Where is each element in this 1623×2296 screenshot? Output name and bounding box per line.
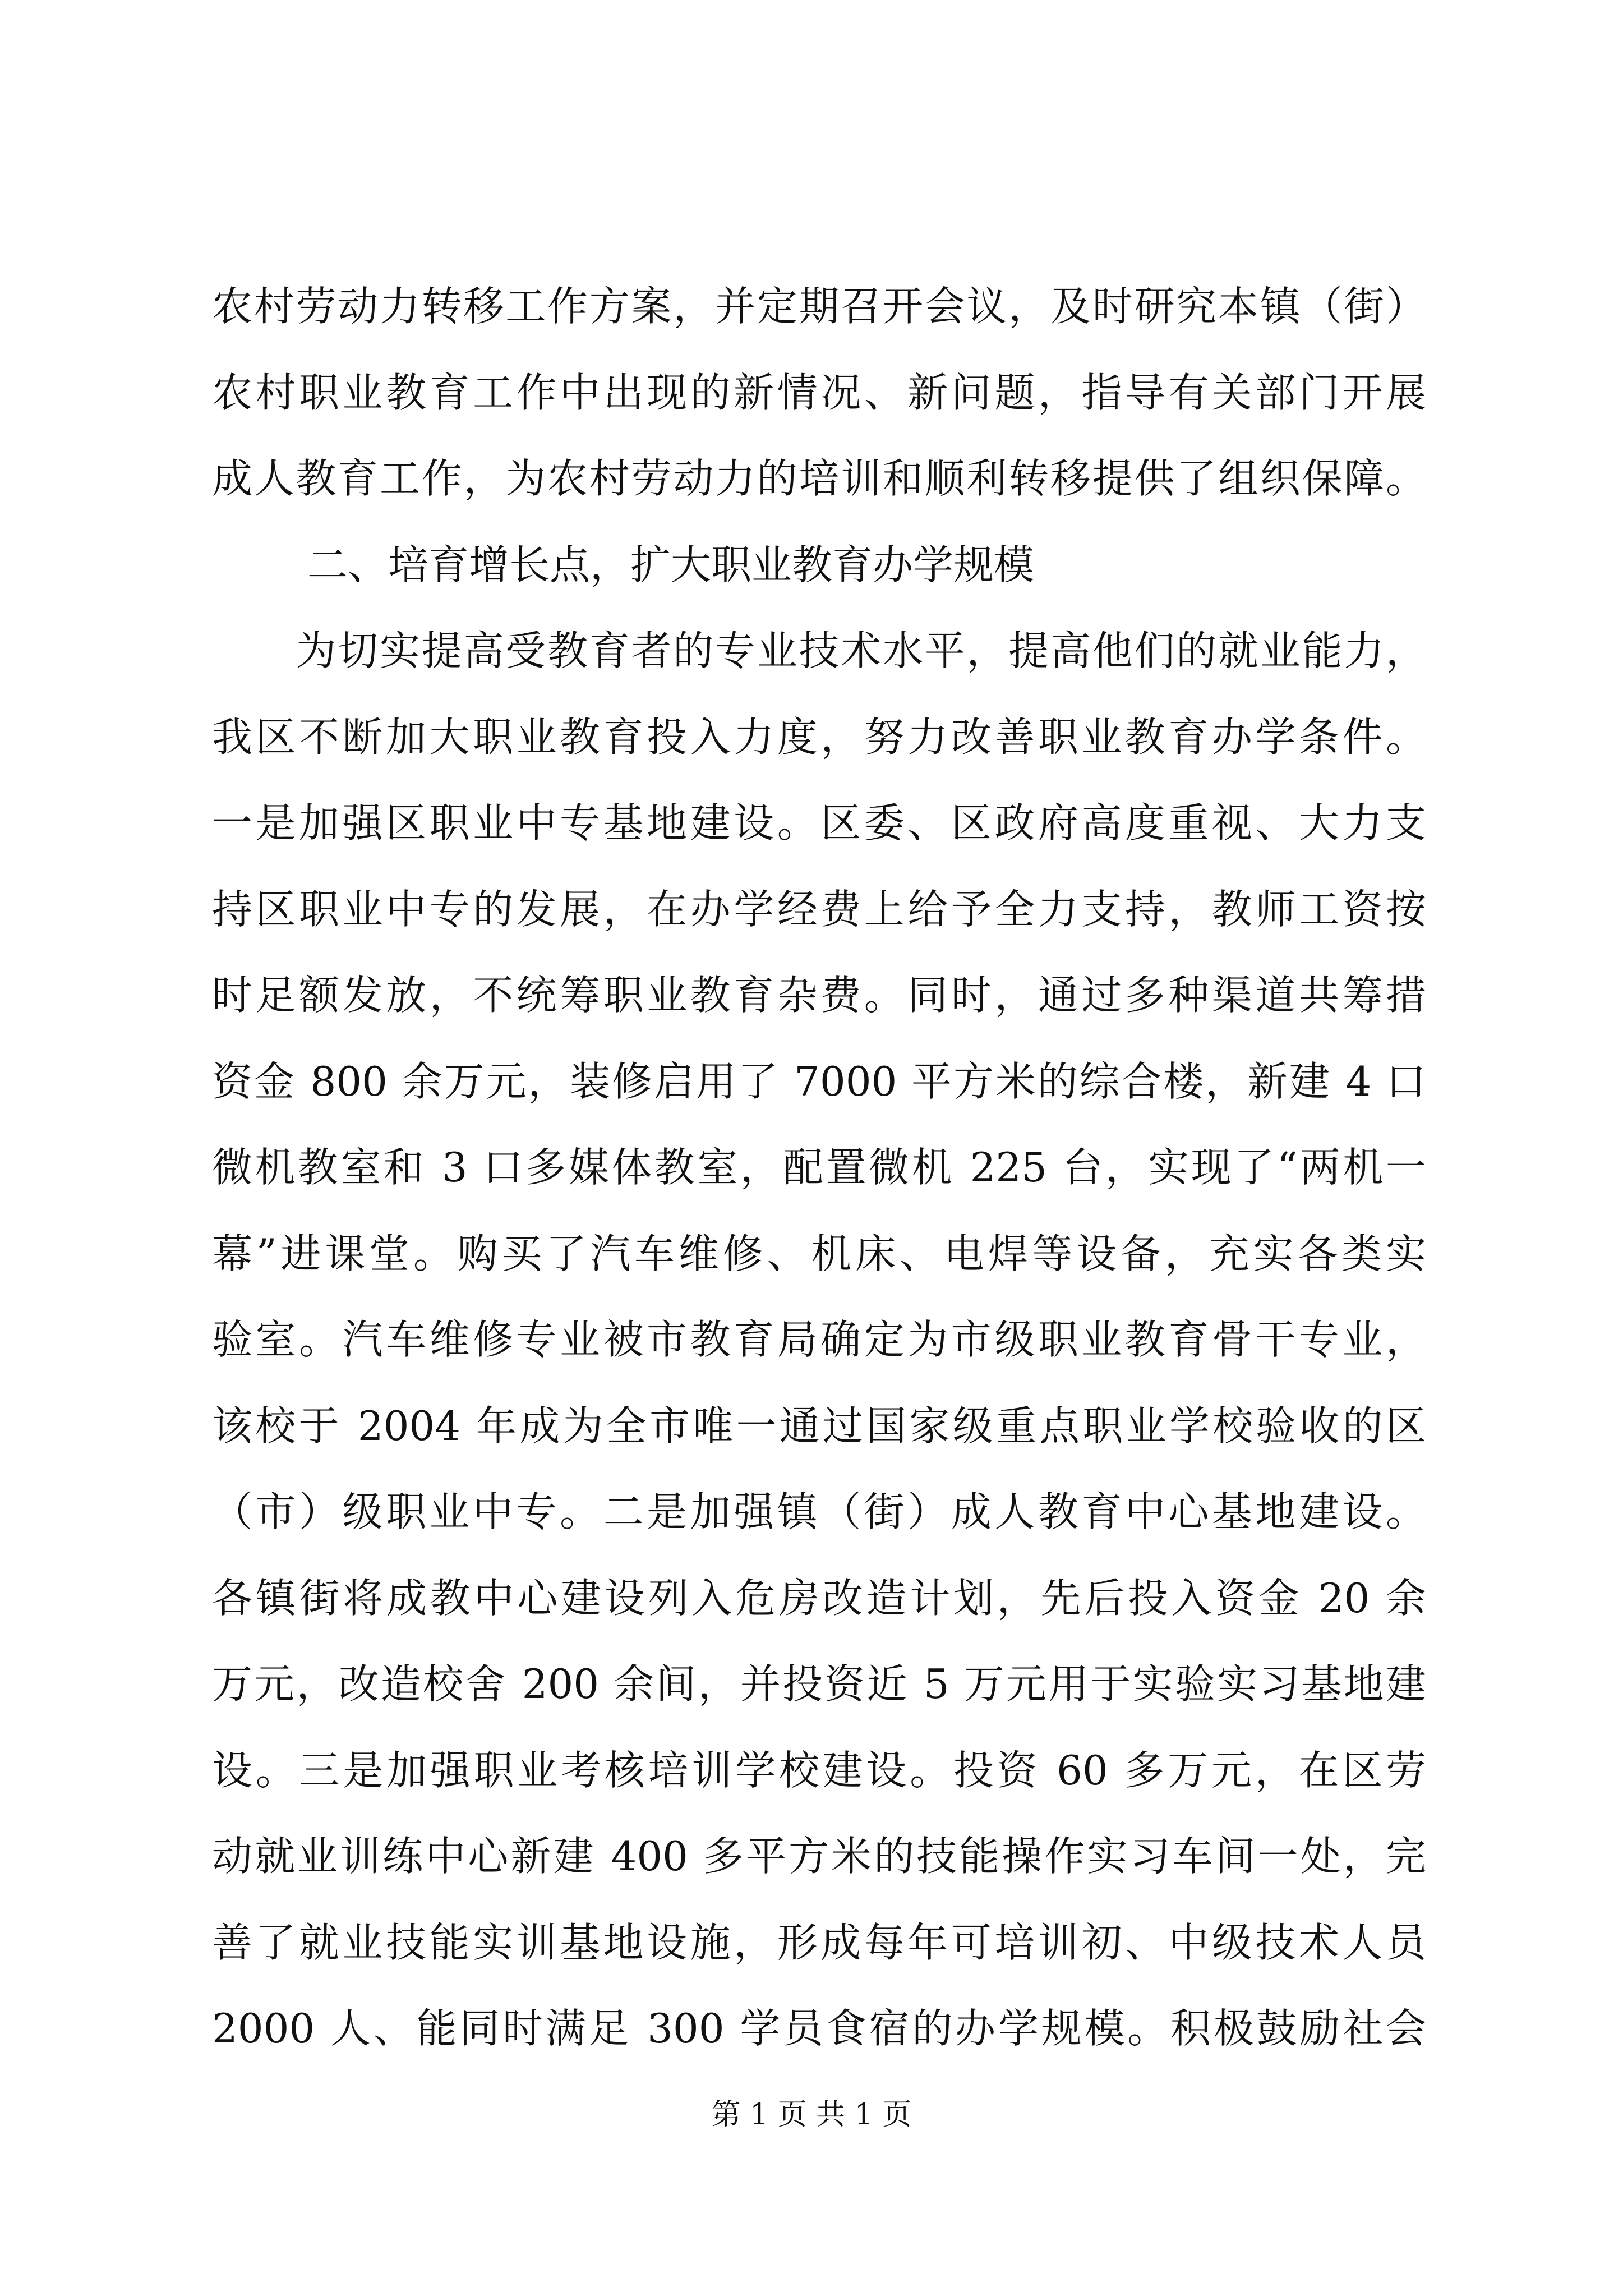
text-line: 持区职业中专的发展，在办学经费上给予全力支持，教师工资按 — [212, 885, 1426, 933]
page-number-footer: 第 1 页 共 1 页 — [711, 2098, 912, 2132]
text-line: 微机教室和 3 口多媒体教室，配置微机 225 台，实现了“两机一 — [212, 1144, 1426, 1191]
text-line: 万元，改造校舍 200 余间，并投资近 5 万元用于实验实习基地建 — [212, 1660, 1426, 1708]
text-line: 成人教育工作，为农村劳动力的培训和顺利转移提供了组织保障。 — [212, 455, 1426, 502]
section-heading: 二、培育增长点，扩大职业教育办学规模 — [307, 541, 1035, 588]
text-line: 该校于 2004 年成为全市唯一通过国家级重点职业学校验收的区 — [212, 1402, 1426, 1450]
text-line: 时足额发放，不统筹职业教育杂费。同时，通过多种渠道共筹措 — [212, 972, 1426, 1019]
text-line: 设。三是加强职业考核培训学校建设。投资 60 多万元，在区劳 — [212, 1746, 1426, 1794]
text-line: 善了就业技能实训基地设施，形成每年可培训初、中级技术人员 — [212, 1918, 1426, 1966]
text-line: 资金 800 余万元，装修启用了 7000 平方米的综合楼，新建 4 口 — [212, 1057, 1426, 1105]
text-line: 农村劳动力转移工作方案，并定期召开会议，及时研究本镇（街） — [212, 283, 1426, 330]
text-line: 各镇街将成教中心建设列入危房改造计划，先后投入资金 20 余 — [212, 1574, 1426, 1622]
text-line: 一是加强区职业中专基地建设。区委、区政府高度重视、大力支 — [212, 799, 1426, 846]
text-line: 验室。汽车维修专业被市教育局确定为市级职业教育骨干专业， — [212, 1316, 1426, 1363]
text-line: 我区不断加大职业教育投入力度，努力改善职业教育办学条件。 — [212, 713, 1426, 761]
text-line: （市）级职业中专。二是加强镇（街）成人教育中心基地建设。 — [212, 1488, 1426, 1535]
text-line: 农村职业教育工作中出现的新情况、新问题，指导有关部门开展 — [212, 369, 1426, 416]
text-line: 幕”进课堂。购买了汽车维修、机床、电焊等设备，充实各类实 — [212, 1230, 1426, 1277]
text-line: 2000 人、能同时满足 300 学员食宿的办学规模。积极鼓励社会 — [212, 2005, 1426, 2052]
text-line: 为切实提高受教育者的专业技术水平，提高他们的就业能力， — [212, 627, 1426, 674]
document-body — [212, 264, 1426, 2072]
text-line: 动就业训练中心新建 400 多平方米的技能操作实习车间一处，完 — [212, 1833, 1426, 1880]
